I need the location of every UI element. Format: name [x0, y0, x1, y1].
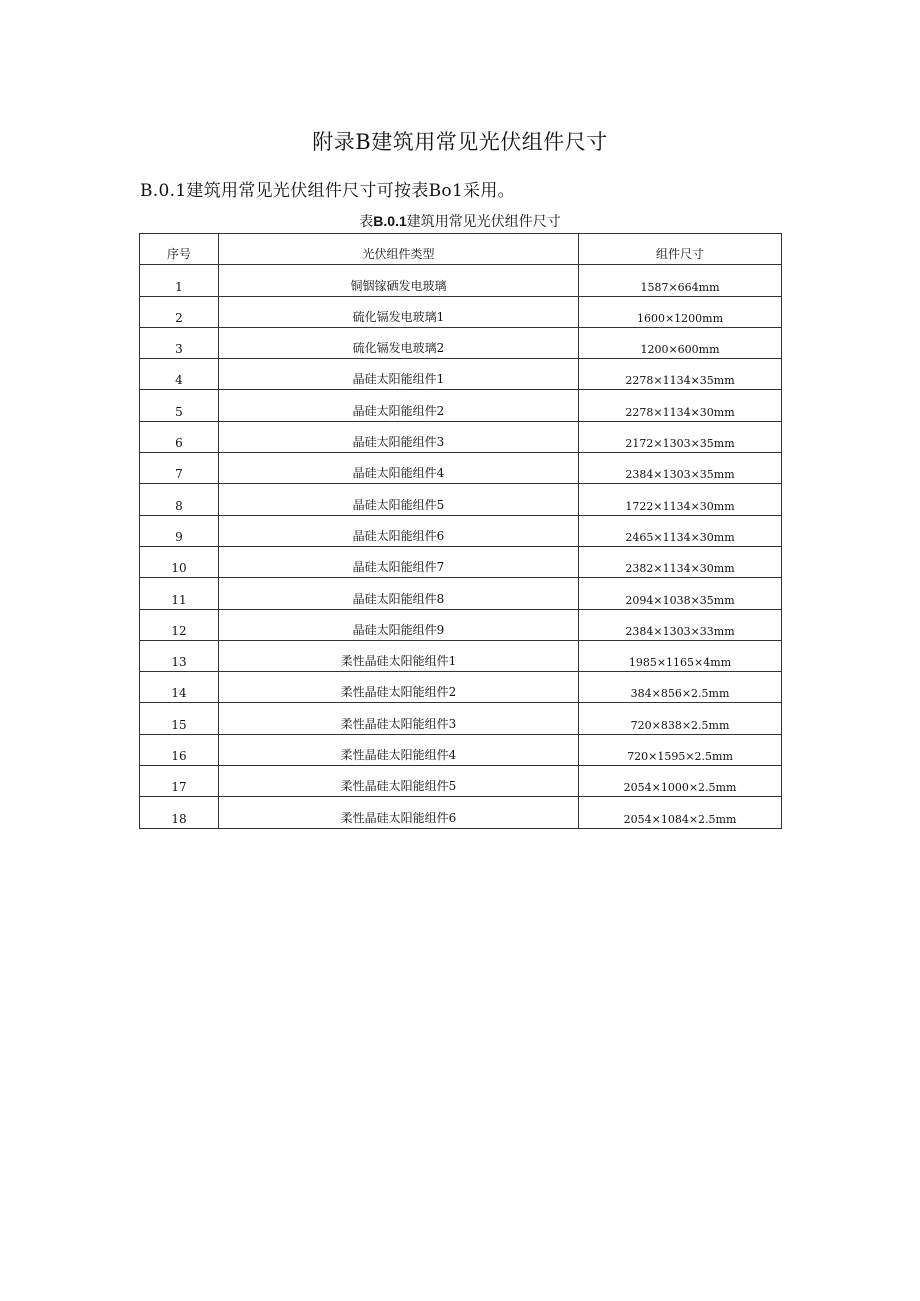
table-row — [140, 359, 782, 390]
row-index: 10 — [140, 546, 219, 577]
row-index: 3 — [140, 327, 219, 358]
table-row — [140, 327, 782, 358]
table-row — [140, 390, 782, 421]
table-caption-prefix: 表 — [359, 214, 374, 230]
pv-module-size-table — [139, 233, 782, 829]
table-row — [140, 484, 782, 515]
row-module-size: 2465×1134×30mm — [579, 515, 782, 546]
table-row — [140, 453, 782, 484]
table-row — [140, 421, 782, 452]
table-row — [140, 265, 782, 296]
table-row — [140, 578, 782, 609]
table-row — [140, 546, 782, 577]
row-module-type: 晶硅太阳能组件4 — [219, 453, 579, 484]
row-index: 7 — [140, 453, 219, 484]
header-index: 序号 — [140, 234, 219, 265]
row-module-size: 2384×1303×33mm — [579, 609, 782, 640]
row-module-type: 晶硅太阳能组件1 — [219, 359, 579, 390]
row-module-type: 晶硅太阳能组件9 — [219, 609, 579, 640]
row-module-size: 2278×1134×35mm — [579, 359, 782, 390]
row-index: 11 — [140, 578, 219, 609]
row-module-size: 2172×1303×35mm — [579, 421, 782, 452]
row-module-size: 2382×1134×30mm — [579, 546, 782, 577]
row-index: 14 — [140, 672, 219, 703]
table-row — [140, 609, 782, 640]
table-row — [140, 766, 782, 797]
row-module-type: 晶硅太阳能组件8 — [219, 578, 579, 609]
row-module-type: 晶硅太阳能组件5 — [219, 484, 579, 515]
row-index: 6 — [140, 421, 219, 452]
row-module-size: 1600×1200mm — [579, 296, 782, 327]
clause-text: B.0.1建筑用常见光伏组件尺寸可按表Bo1采用。 — [140, 181, 515, 201]
table-row — [140, 515, 782, 546]
row-index: 15 — [140, 703, 219, 734]
row-module-size: 2094×1038×35mm — [579, 578, 782, 609]
row-module-type: 柔性晶硅太阳能组件3 — [219, 703, 579, 734]
row-index: 18 — [140, 797, 219, 828]
table-row — [140, 640, 782, 671]
table-caption-code: B.0.1 — [373, 213, 407, 229]
table-header-row — [140, 234, 782, 265]
row-module-size: 720×838×2.5mm — [579, 703, 782, 734]
row-module-type: 晶硅太阳能组件6 — [219, 515, 579, 546]
row-index: 1 — [140, 265, 219, 296]
row-module-size: 1587×664mm — [579, 265, 782, 296]
table-caption — [0, 211, 920, 231]
row-module-type: 晶硅太阳能组件7 — [219, 546, 579, 577]
table-row — [140, 672, 782, 703]
row-module-type: 柔性晶硅太阳能组件4 — [219, 734, 579, 765]
row-module-size: 384×856×2.5mm — [579, 672, 782, 703]
row-module-size: 1985×1165×4mm — [579, 640, 782, 671]
row-module-type: 柔性晶硅太阳能组件2 — [219, 672, 579, 703]
row-module-type: 柔性晶硅太阳能组件1 — [219, 640, 579, 671]
row-index: 12 — [140, 609, 219, 640]
row-index: 17 — [140, 766, 219, 797]
row-index: 2 — [140, 296, 219, 327]
row-module-type: 硫化镉发电玻璃2 — [219, 327, 579, 358]
appendix-title: 附录B建筑用常见光伏组件尺寸 — [312, 130, 608, 154]
row-index: 8 — [140, 484, 219, 515]
row-index: 9 — [140, 515, 219, 546]
row-module-type: 铜铟镓硒发电玻璃 — [219, 265, 579, 296]
row-module-size: 1200×600mm — [579, 327, 782, 358]
table-row — [140, 703, 782, 734]
row-module-size: 2384×1303×35mm — [579, 453, 782, 484]
row-module-type: 柔性晶硅太阳能组件6 — [219, 797, 579, 828]
row-module-size: 2054×1000×2.5mm — [579, 766, 782, 797]
row-module-size: 2278×1134×30mm — [579, 390, 782, 421]
row-module-type: 晶硅太阳能组件3 — [219, 421, 579, 452]
row-index: 4 — [140, 359, 219, 390]
table-row — [140, 296, 782, 327]
table-row — [140, 734, 782, 765]
row-index: 16 — [140, 734, 219, 765]
table-row — [140, 797, 782, 828]
row-index: 5 — [140, 390, 219, 421]
row-module-type: 硫化镉发电玻璃1 — [219, 296, 579, 327]
row-module-type: 柔性晶硅太阳能组件5 — [219, 766, 579, 797]
row-module-size: 1722×1134×30mm — [579, 484, 782, 515]
row-index: 13 — [140, 640, 219, 671]
row-module-size: 2054×1084×2.5mm — [579, 797, 782, 828]
row-module-size: 720×1595×2.5mm — [579, 734, 782, 765]
row-module-type: 晶硅太阳能组件2 — [219, 390, 579, 421]
table-caption-text: 建筑用常见光伏组件尺寸 — [406, 214, 561, 230]
table-body — [140, 265, 782, 828]
header-module-type: 光伏组件类型 — [219, 234, 579, 265]
header-module-size: 组件尺寸 — [579, 234, 782, 265]
